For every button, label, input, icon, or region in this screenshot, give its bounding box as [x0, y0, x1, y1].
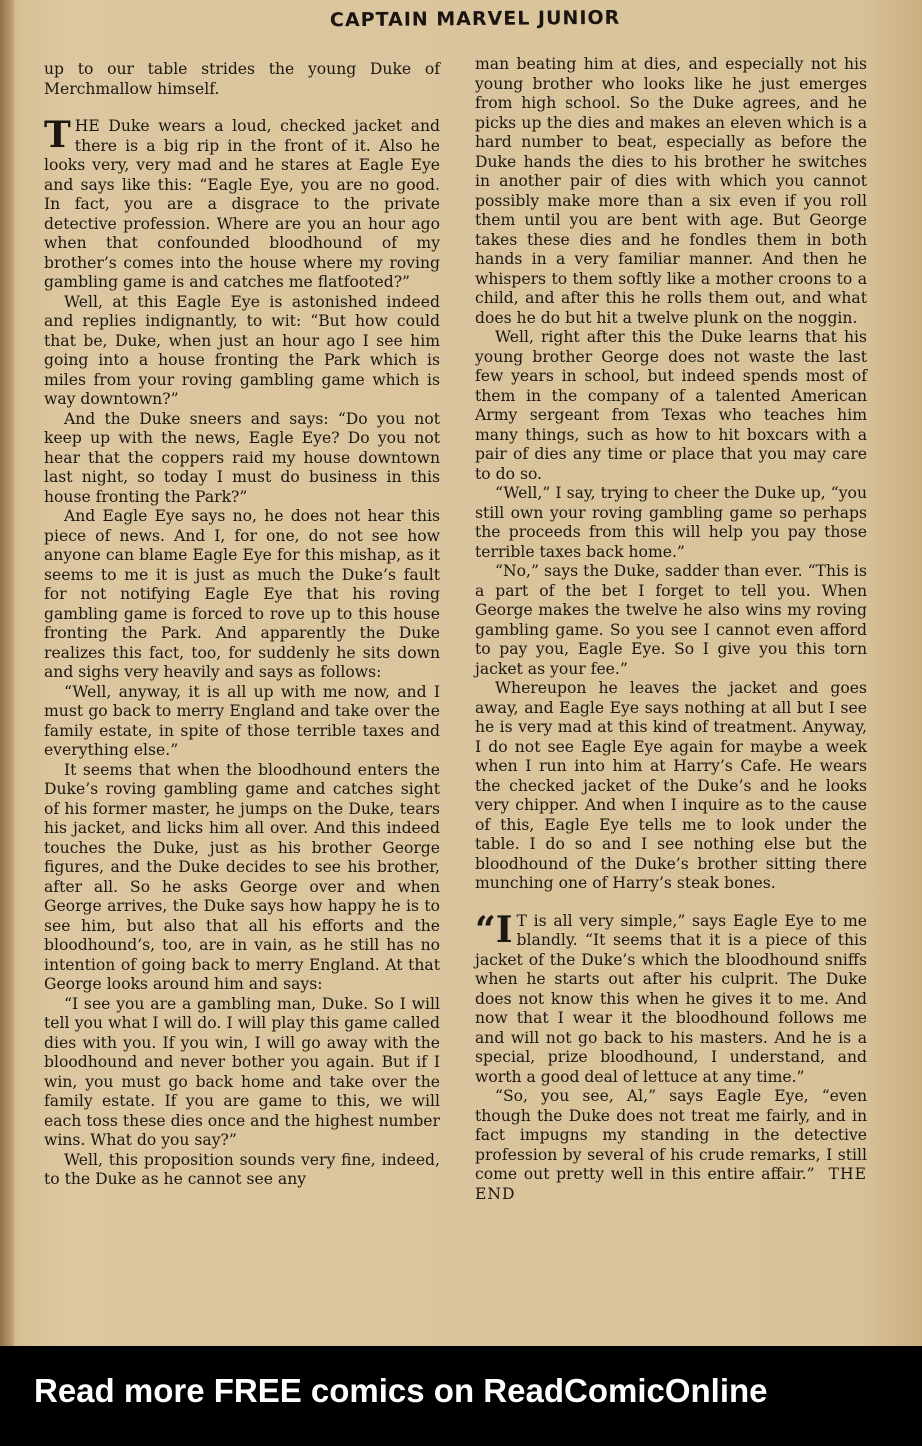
paragraph: up to our table strides the young Duke of Merchmallow himself. — [44, 60, 440, 98]
paragraph: “No,” says the Duke, sadder than ever. “This is a part of the bet I forget to tell you. When George makes the twelve he also wins my roving gambling game. So you see I cannot even afford to pay you, Eagle Eye. So I give you this torn jacket as your fee.” — [475, 562, 867, 678]
paragraph: It seems that when the bloodhound enters the Duke’s roving gambling game and catches sight of his former master, he jumps on the Duke, tears his jacket, and licks him all over. And this indeed touches the Duke, just as his brother George figures, and the Duke decides to see his brother, after all. So he asks George over and when George arrives, the Duke says how happy he is to see him, but also that all his efforts and the bloodhound’s, too, are in vain, as he still has no intention of going back to merry England. At that George looks around him and says: — [44, 760, 440, 993]
paragraph: And Eagle Eye says no, he does not hear this piece of news. And I, for one, do not see how anyone can blame Eagle Eye for this mishap, as it seems to me it is just as much the Duke’s fault for not notifying Eagle Eye that his roving gambling game is forced to rove up to this house fronting the Park. And apparently the Duke realizes this fact, too, for suddenly he sits down and sighs very heavily and says as follows: — [44, 507, 440, 681]
paragraph — [475, 1087, 867, 1204]
the-end-label: THE END — [475, 1165, 867, 1203]
paragraph-text: “So, you see, Al,” says Eagle Eye, “even though the Duke does not treat me fairly, and in fact impugns my standing in the detective profession by several of his crude remarks, I still come out pretty well in this entire affair.” — [475, 1087, 867, 1183]
paragraph: “Well,” I say, trying to cheer the Duke up, “you still own your roving gambling game so perhaps the proceeds from this will help you pay those terrible taxes back home.” — [475, 484, 867, 561]
paragraph: Well, at this Eagle Eye is astonished indeed and replies indignantly, to wit: “But how could that be, Duke, when just an hour ago I see him going into a house fronting the Park which is miles from your roving gambling game which is way downtown?” — [44, 292, 440, 408]
paragraph-text: T is all very simple,” says Eagle Eye to me blandly. “It seems that it is a piece of this jacket of the Duke’s which the bloodhound sniffs when he starts out after his culprit. The Duke does not know this when he gives it to me. And now that I wear it the bloodhound follows me and will not go back to his masters. And he is a special, prize bloodhound, I understand, and worth a good deal of lettuce at any time.” — [475, 911, 867, 1086]
paragraph — [44, 114, 440, 293]
paragraph: “I see you are a gambling man, Duke. So I will tell you what I will do. I will play this game called dies with you. If you win, I will go away with the bloodhound and never bother you again. But if I win, you must go back home and take over the family estate. If you are game to this, we will each toss these dies once and the highest number wins. What do you say?” — [44, 994, 440, 1149]
paragraph: Whereupon he leaves the jacket and goes away, and Eagle Eye says nothing at all but I see he is very mad at this kind of treatment. Anyway, I do not see Eagle Eye again for maybe a week when I run into him at Harry’s Cafe. He wears the checked jacket of the Duke’s and he looks very chipper. And when I inquire as to the cause of this, Eagle Eye tells me to look under the table. I do so and I see nothing else but the bloodhound of the Duke’s brother sitting there munching one of Harry’s steak bones. — [475, 679, 867, 892]
paragraph: And the Duke sneers and says: “Do you not keep up with the news, Eagle Eye? Do you not hear that the coppers raid my house downtown last night, so today I must do business in this house fronting the Park?” — [44, 409, 440, 506]
paragraph: Well, right after this the Duke learns that his young brother George does not waste the last few years in school, but indeed spends most of them in the company of a talented American Army sergeant from Texas who teaches him many things, such as how to hit boxcars with a pair of dies any time or place that you may care to do so. — [475, 328, 867, 483]
paragraph-text: HE Duke wears a loud, checked jacket and there is a big rip in the front of it. Also he looks very, very mad and he stares at Eagle Eye and says like this: “Eagle Eye, you are no good. In fact, you are a disgrace to the private detective profession. Where are you an hour ago when that confounded bloodhound of my brother’s comes into the house where my roving gambling game is and catches me flatfooted?” — [44, 117, 440, 291]
paragraph: man beating him at dies, and especially not his young brother who looks like he just emerges from high school. So the Duke agrees, and he picks up the dies and makes an eleven which is a hard number to beat, especially as before the Duke hands the dies to his brother he switches in another pair of dies with which you cannot possibly make more than a six even if you roll them until you are bent with age. But George takes these dies and he fondles them in both hands in a very familiar manner. And then he whispers to them softly like a mother croons to a child, and after this he rolls them out, and what does he do but hit a twelve plunk on the noggin. — [475, 55, 867, 327]
paragraph — [475, 908, 867, 1088]
page-header: CAPTAIN MARVEL JUNIOR — [329, 6, 621, 32]
left-column — [44, 60, 440, 1190]
drop-cap: “I — [475, 908, 513, 951]
page-spine — [0, 0, 14, 1346]
paragraph: “Well, anyway, it is all up with me now, and I must go back to merry England and take over the family estate, in spite of those terrible taxes and everything else.” — [44, 682, 440, 759]
promo-link[interactable]: Read more FREE comics on ReadComicOnline — [34, 1372, 768, 1409]
drop-cap: T — [44, 114, 71, 156]
paragraph: Well, this proposition sounds very fine, indeed, to the Duke as he cannot see any — [44, 1150, 440, 1188]
right-column — [475, 55, 867, 1204]
